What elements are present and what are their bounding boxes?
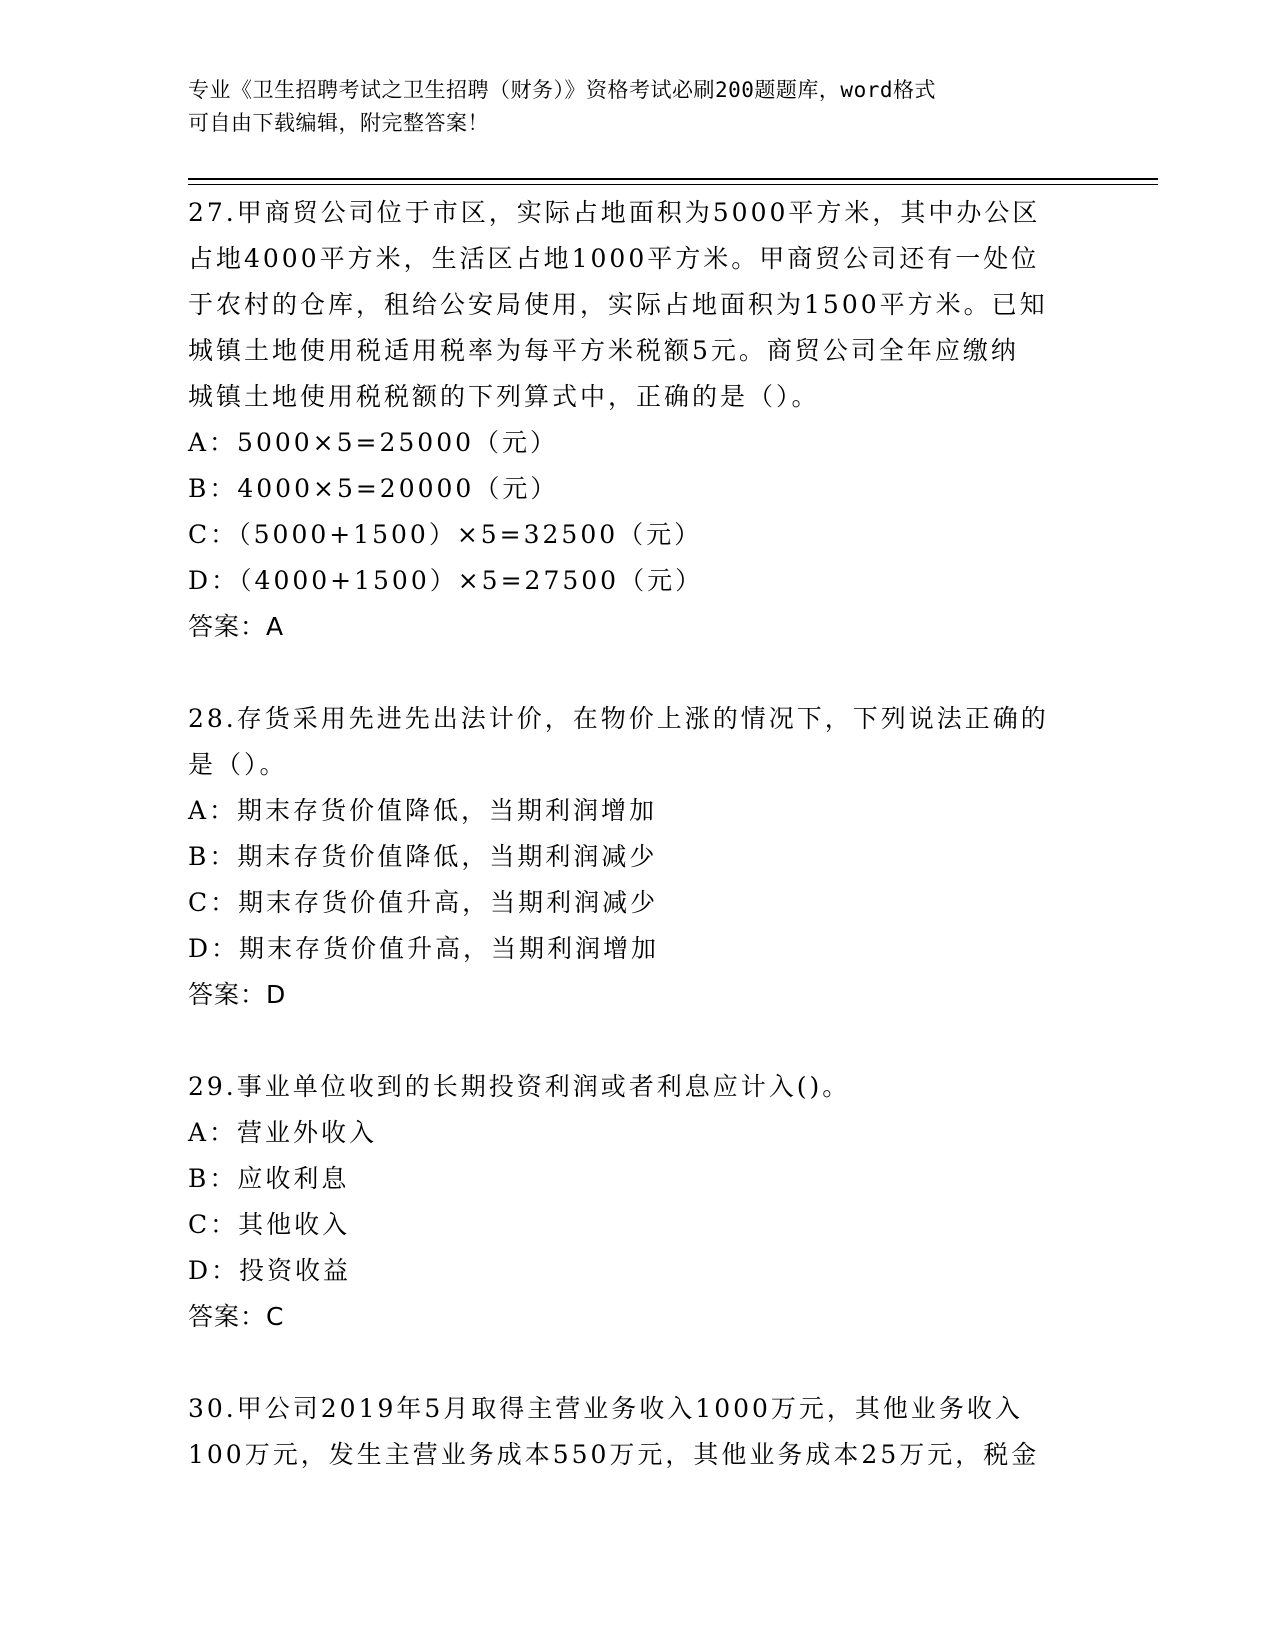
document-header (188, 74, 1068, 140)
spacer (188, 1340, 1088, 1386)
question-text-line: 城镇土地使用税适用税率为每平方米税额5元。商贸公司全年应缴纳 (188, 336, 1019, 365)
question-text-line: 27.甲商贸公司位于市区，实际占地面积为5000平方米，其中办公区 (188, 198, 1041, 227)
spacer (188, 650, 1088, 696)
answer-label: 答案：C (188, 1302, 285, 1331)
question-27 (188, 190, 1088, 650)
question-text-line: 是（）。 (188, 750, 288, 779)
option-d: D：投资收益 (188, 1256, 352, 1285)
question-text-line: 于农村的仓库，租给公安局使用，实际占地面积为1500平方米。已知 (188, 290, 1048, 319)
question-text-line: 29.事业单位收到的长期投资利润或者利息应计入()。 (188, 1072, 851, 1101)
question-28 (188, 696, 1088, 1018)
option-a: A：营业外收入 (188, 1118, 378, 1147)
question-text-line: 城镇土地使用税税额的下列算式中，正确的是（）。 (188, 382, 820, 411)
spacer (188, 1018, 1088, 1064)
option-d: D：（4000+1500）×5=27500（元） (188, 566, 704, 595)
option-c: C：期末存货价值升高，当期利润减少 (188, 888, 659, 917)
option-a: A：5000×5=25000（元） (188, 428, 559, 457)
question-text-line: 28.存货采用先进先出法计价，在物价上涨的情况下，下列说法正确的 (188, 704, 1049, 733)
option-b: B：应收利息 (188, 1164, 350, 1193)
question-29 (188, 1064, 1088, 1340)
option-a: A：期末存货价值降低，当期利润增加 (188, 796, 658, 825)
option-c: C：（5000+1500）×5=32500（元） (188, 520, 703, 549)
answer-label: 答案：A (188, 612, 285, 641)
question-text-line: 占地4000平方米，生活区占地1000平方米。甲商贸公司还有一处位 (188, 244, 1040, 273)
question-30 (188, 1386, 1088, 1478)
option-b: B：期末存货价值降低，当期利润减少 (188, 842, 658, 871)
header-line-2: 可自由下载编辑，附完整答案！ (188, 111, 489, 135)
question-text-line: 100万元，发生主营业务成本550万元，其他业务成本25万元，税金 (188, 1440, 1040, 1469)
header-divider-thick (188, 178, 1158, 180)
option-d: D：期末存货价值升高，当期利润增加 (188, 934, 660, 963)
option-b: B：4000×5=20000（元） (188, 474, 559, 503)
header-divider-thin (188, 184, 1158, 185)
option-c: C：其他收入 (188, 1210, 351, 1239)
answer-label: 答案：D (188, 980, 287, 1009)
question-text-line: 30.甲公司2019年5月取得主营业务收入1000万元，其他业务收入 (188, 1394, 1023, 1423)
header-line-1: 专业《卫生招聘考试之卫生招聘（财务）》资格考试必刷200题题库，word格式 (188, 78, 936, 102)
question-list (188, 190, 1088, 1478)
